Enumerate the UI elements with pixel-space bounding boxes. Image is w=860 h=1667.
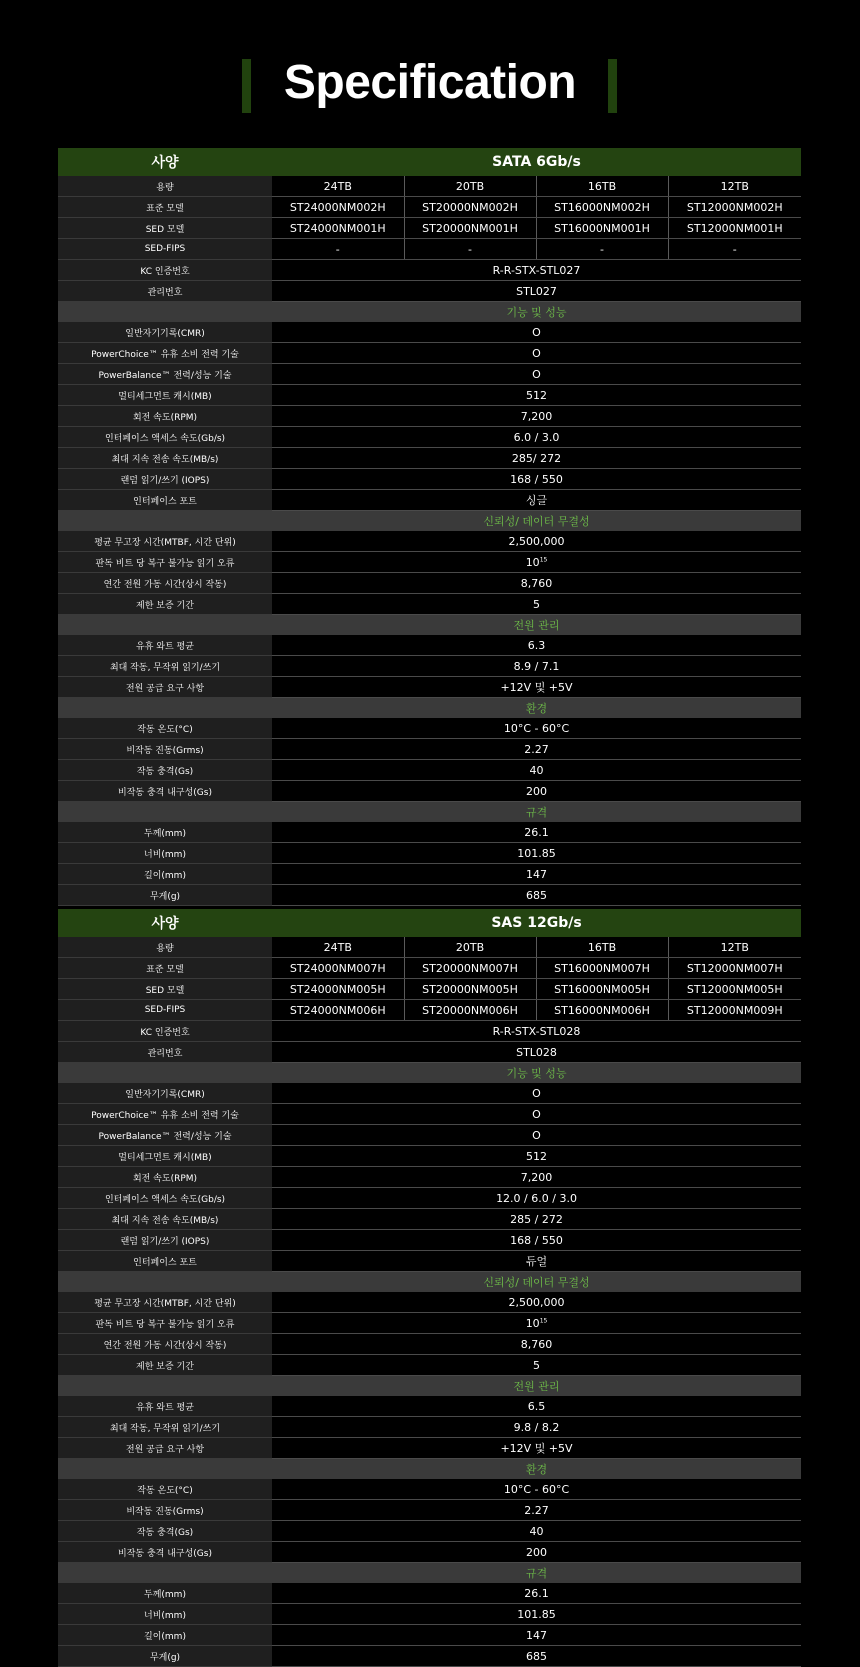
row-label: 너비(mm) xyxy=(58,1604,272,1625)
spec-row xyxy=(58,1188,801,1209)
row-label: 두께(mm) xyxy=(58,822,272,843)
row-label: 관리번호 xyxy=(58,281,272,302)
row-label: KC 인증번호 xyxy=(58,1021,272,1042)
row-value: 26.1 xyxy=(524,825,549,839)
row-label: 작동 온도(°C) xyxy=(58,718,272,739)
row-label: PowerChoice™ 유휴 소비 전력 기술 xyxy=(58,343,272,364)
section-spacer xyxy=(58,511,272,532)
row-value-cell xyxy=(272,406,801,427)
row-value: 101.85 xyxy=(517,846,556,860)
row-value-cell xyxy=(272,1646,801,1667)
model-cell: ST12000NM005H xyxy=(668,979,801,1000)
model-cell: ST16000NM005H xyxy=(536,979,668,1000)
row-value-cell xyxy=(272,1104,801,1125)
row-value-cell xyxy=(272,864,801,885)
row-label: 연간 전원 가동 시간(상시 작동) xyxy=(58,573,272,594)
header-interface: SAS 12Gb/s xyxy=(272,909,801,937)
section-spacer xyxy=(58,1063,272,1084)
model-cell: 24TB xyxy=(272,176,404,197)
model-cell: ST12000NM002H xyxy=(668,197,801,218)
row-value-cell xyxy=(272,656,801,677)
section-title: 환경 xyxy=(272,698,801,719)
model-cell: ST24000NM007H xyxy=(272,958,404,979)
spec-row xyxy=(58,1083,801,1104)
section-header-row xyxy=(58,698,801,719)
row-value: +12V 및 +5V xyxy=(500,1442,573,1455)
row-value: 12.0 / 6.0 / 3.0 xyxy=(496,1191,577,1205)
section-header-row xyxy=(58,615,801,636)
row-value: 듀얼 xyxy=(525,1255,548,1268)
row-value-cell xyxy=(272,469,801,490)
row-value-cell xyxy=(272,1292,801,1313)
row-value: STL027 xyxy=(272,281,801,302)
row-value-cell xyxy=(272,760,801,781)
spec-row xyxy=(58,1625,801,1646)
spec-row xyxy=(58,1230,801,1251)
model-cell: ST24000NM002H xyxy=(272,197,404,218)
row-label: 무게(g) xyxy=(58,885,272,906)
spec-row xyxy=(58,322,801,343)
row-label: 길이(mm) xyxy=(58,1625,272,1646)
row-value-cell xyxy=(272,635,801,656)
section-spacer xyxy=(58,1563,272,1584)
row-label: 멀티세그먼트 캐시(MB) xyxy=(58,1146,272,1167)
row-label: 표준 모델 xyxy=(58,958,272,979)
row-label: 최대 작동, 무작위 읽기/쓰기 xyxy=(58,656,272,677)
row-value: 8,760 xyxy=(520,576,553,590)
row-value: STL028 xyxy=(272,1042,801,1063)
row-value: 2,500,000 xyxy=(508,1295,565,1309)
spec-row xyxy=(58,739,801,760)
sas-spec-table xyxy=(58,909,801,1667)
row-label: 비작동 진동(Grms) xyxy=(58,1500,272,1521)
section-spacer xyxy=(58,1459,272,1480)
row-value: 6.5 xyxy=(527,1399,546,1413)
row-value: 5 xyxy=(533,1358,540,1372)
row-value-cell xyxy=(272,1583,801,1604)
spec-row xyxy=(58,1542,801,1563)
kc-row xyxy=(58,1021,801,1042)
row-value-cell xyxy=(272,427,801,448)
model-cell: 12TB xyxy=(668,176,801,197)
row-value: 285/ 272 xyxy=(511,451,562,465)
model-cell: ST20000NM001H xyxy=(404,218,536,239)
section-header-row xyxy=(58,511,801,532)
model-cell: ST16000NM002H xyxy=(536,197,668,218)
spec-row xyxy=(58,1104,801,1125)
row-label: 연간 전원 가동 시간(상시 작동) xyxy=(58,1334,272,1355)
row-value-cell xyxy=(272,1521,801,1542)
row-value-cell xyxy=(272,531,801,552)
spec-row xyxy=(58,1479,801,1500)
title-accent-bar-right xyxy=(608,59,617,113)
row-value: 168 / 550 xyxy=(510,1233,563,1247)
section-spacer xyxy=(58,302,272,323)
spec-row xyxy=(58,656,801,677)
model-cell: 20TB xyxy=(404,937,536,958)
row-label: 전원 공급 요구 사항 xyxy=(58,1438,272,1459)
row-value-cell xyxy=(272,322,801,343)
spec-row xyxy=(58,1313,801,1334)
row-value: 10°C - 60°C xyxy=(503,721,570,735)
model-cell: 24TB xyxy=(272,937,404,958)
section-title: 전원 관리 xyxy=(272,1376,801,1397)
row-value: 40 xyxy=(529,1524,544,1538)
row-value: +12V 및 +5V xyxy=(500,681,573,694)
header-label: 사양 xyxy=(58,909,272,937)
spec-row xyxy=(58,635,801,656)
kc-row xyxy=(58,260,801,281)
row-value-cell xyxy=(272,1083,801,1104)
row-value-cell xyxy=(272,1188,801,1209)
row-value: 26.1 xyxy=(524,1586,549,1600)
page-title: Specification xyxy=(283,56,577,109)
row-value: R-R-STX-STL027 xyxy=(272,260,801,281)
spec-row xyxy=(58,1417,801,1438)
spec-row xyxy=(58,1146,801,1167)
model-cell: 20TB xyxy=(404,176,536,197)
model-row xyxy=(58,979,801,1000)
model-cell: ST20000NM002H xyxy=(404,197,536,218)
row-label: 랜덤 읽기/쓰기 (IOPS) xyxy=(58,1230,272,1251)
row-value-cell xyxy=(272,1396,801,1417)
row-value: 8,760 xyxy=(520,1337,553,1351)
model-cell: 16TB xyxy=(536,937,668,958)
row-value-cell xyxy=(272,1417,801,1438)
model-row xyxy=(58,218,801,239)
row-value: 9.8 / 8.2 xyxy=(513,1420,560,1434)
row-label: PowerBalance™ 전력/성능 기술 xyxy=(58,364,272,385)
section-header-row xyxy=(58,802,801,823)
row-label: 제한 보증 기간 xyxy=(58,1355,272,1376)
row-value: O xyxy=(532,346,541,360)
section-header-row xyxy=(58,1563,801,1584)
row-label: 판독 비트 당 복구 불가능 읽기 오류 xyxy=(58,1313,272,1334)
row-label: 최대 지속 전송 속도(MB/s) xyxy=(58,448,272,469)
exponent: 15 xyxy=(539,555,548,563)
model-cell: - xyxy=(668,239,801,260)
spec-header-row xyxy=(58,148,801,176)
spec-row xyxy=(58,1209,801,1230)
spec-row xyxy=(58,1583,801,1604)
section-spacer xyxy=(58,1272,272,1293)
model-cell: ST20000NM006H xyxy=(404,1000,536,1021)
spec-row xyxy=(58,1334,801,1355)
row-value: 685 xyxy=(526,888,547,902)
model-cell: 12TB xyxy=(668,937,801,958)
spec-row xyxy=(58,427,801,448)
row-value: 200 xyxy=(526,1545,547,1559)
model-cell: - xyxy=(536,239,668,260)
row-label: 작동 충격(Gs) xyxy=(58,1521,272,1542)
row-value-cell xyxy=(272,490,801,511)
spec-row xyxy=(58,1438,801,1459)
section-title: 기능 및 성능 xyxy=(272,1063,801,1084)
spec-row xyxy=(58,822,801,843)
row-value: 2,500,000 xyxy=(508,534,565,548)
spec-header-row xyxy=(58,909,801,937)
row-label: 인터페이스 포트 xyxy=(58,490,272,511)
row-label: 유휴 와트 평균 xyxy=(58,1396,272,1417)
row-value-cell xyxy=(272,822,801,843)
row-label: SED-FIPS xyxy=(58,239,272,260)
spec-row xyxy=(58,1251,801,1272)
row-value-cell xyxy=(272,1604,801,1625)
row-value-cell xyxy=(272,573,801,594)
model-cell: ST24000NM006H xyxy=(272,1000,404,1021)
model-row xyxy=(58,176,801,197)
sata-spec-table xyxy=(58,148,801,906)
model-cell: ST20000NM007H xyxy=(404,958,536,979)
row-value-cell xyxy=(272,1355,801,1376)
exponent: 15 xyxy=(539,1316,548,1324)
row-value-cell xyxy=(272,343,801,364)
section-spacer xyxy=(58,698,272,719)
section-header-row xyxy=(58,1272,801,1293)
model-row xyxy=(58,197,801,218)
row-label: 일반자기기록(CMR) xyxy=(58,1083,272,1104)
model-cell: ST16000NM001H xyxy=(536,218,668,239)
section-header-row xyxy=(58,1459,801,1480)
model-cell: 16TB xyxy=(536,176,668,197)
model-cell: - xyxy=(404,239,536,260)
row-label: 평균 무고장 시간(MTBF, 시간 단위) xyxy=(58,1292,272,1313)
row-value-cell xyxy=(272,1625,801,1646)
row-value: R-R-STX-STL028 xyxy=(272,1021,801,1042)
row-value: 7,200 xyxy=(520,409,553,423)
row-value-cell xyxy=(272,1230,801,1251)
row-label: 무게(g) xyxy=(58,1646,272,1667)
spec-row xyxy=(58,490,801,511)
row-label: 인터페이스 포트 xyxy=(58,1251,272,1272)
section-title: 규격 xyxy=(272,1563,801,1584)
row-value: 168 / 550 xyxy=(510,472,563,486)
row-value-cell xyxy=(272,718,801,739)
model-row xyxy=(58,958,801,979)
spec-row xyxy=(58,1167,801,1188)
spec-row xyxy=(58,1604,801,1625)
row-value-cell xyxy=(272,677,801,698)
row-label: 너비(mm) xyxy=(58,843,272,864)
mgmt-row xyxy=(58,281,801,302)
model-cell: ST16000NM007H xyxy=(536,958,668,979)
section-header-row xyxy=(58,1376,801,1397)
row-value: 147 xyxy=(526,1628,547,1642)
row-label: 비작동 충격 내구성(Gs) xyxy=(58,781,272,802)
section-title: 환경 xyxy=(272,1459,801,1480)
row-value: 10 xyxy=(525,1316,540,1330)
section-header-row xyxy=(58,302,801,323)
row-value-cell xyxy=(272,1313,801,1334)
row-label: 전원 공급 요구 사항 xyxy=(58,677,272,698)
spec-row xyxy=(58,406,801,427)
row-label: 최대 작동, 무작위 읽기/쓰기 xyxy=(58,1417,272,1438)
row-value-cell xyxy=(272,1251,801,1272)
spec-row xyxy=(58,1396,801,1417)
row-label: 최대 지속 전송 속도(MB/s) xyxy=(58,1209,272,1230)
spec-row xyxy=(58,781,801,802)
row-value-cell xyxy=(272,1209,801,1230)
row-value-cell xyxy=(272,1500,801,1521)
row-label: 두께(mm) xyxy=(58,1583,272,1604)
row-label: PowerChoice™ 유휴 소비 전력 기술 xyxy=(58,1104,272,1125)
model-cell: ST24000NM001H xyxy=(272,218,404,239)
row-value: O xyxy=(532,1107,541,1121)
row-value: O xyxy=(532,367,541,381)
row-value-cell xyxy=(272,885,801,906)
row-value: 7,200 xyxy=(520,1170,553,1184)
row-value: 6.0 / 3.0 xyxy=(513,430,560,444)
row-label: 인터페이스 액세스 속도(Gb/s) xyxy=(58,427,272,448)
section-title: 기능 및 성능 xyxy=(272,302,801,323)
row-label: 랜덤 읽기/쓰기 (IOPS) xyxy=(58,469,272,490)
row-value-cell xyxy=(272,1146,801,1167)
row-label: 일반자기기록(CMR) xyxy=(58,322,272,343)
row-value-cell xyxy=(272,781,801,802)
spec-row xyxy=(58,1355,801,1376)
row-value-cell xyxy=(272,594,801,615)
row-value: 2.27 xyxy=(524,742,549,756)
spec-row xyxy=(58,1646,801,1667)
section-spacer xyxy=(58,1376,272,1397)
spec-row xyxy=(58,718,801,739)
row-value: O xyxy=(532,1128,541,1142)
row-value: 200 xyxy=(526,784,547,798)
row-value-cell xyxy=(272,385,801,406)
row-value: 147 xyxy=(526,867,547,881)
row-label: 표준 모델 xyxy=(58,197,272,218)
row-value-cell xyxy=(272,1438,801,1459)
row-label: 제한 보증 기간 xyxy=(58,594,272,615)
row-value-cell xyxy=(272,552,801,573)
row-value-cell xyxy=(272,1167,801,1188)
header-interface: SATA 6Gb/s xyxy=(272,148,801,176)
row-value-cell xyxy=(272,1542,801,1563)
row-value-cell xyxy=(272,843,801,864)
section-header-row xyxy=(58,1063,801,1084)
model-cell: ST12000NM001H xyxy=(668,218,801,239)
section-title: 신뢰성/ 데이터 무결성 xyxy=(272,511,801,532)
spec-row xyxy=(58,843,801,864)
row-value: 285 / 272 xyxy=(510,1212,563,1226)
model-cell: ST12000NM009H xyxy=(668,1000,801,1021)
spec-row xyxy=(58,594,801,615)
row-label: 작동 온도(°C) xyxy=(58,1479,272,1500)
spec-row xyxy=(58,1521,801,1542)
row-label: 작동 충격(Gs) xyxy=(58,760,272,781)
row-label: SED 모델 xyxy=(58,218,272,239)
row-label: 회전 속도(RPM) xyxy=(58,1167,272,1188)
model-cell: ST24000NM005H xyxy=(272,979,404,1000)
row-value: 40 xyxy=(529,763,544,777)
spec-row xyxy=(58,448,801,469)
row-value: 8.9 / 7.1 xyxy=(513,659,560,673)
section-spacer xyxy=(58,802,272,823)
spec-row xyxy=(58,343,801,364)
row-value-cell xyxy=(272,1334,801,1355)
spec-row xyxy=(58,864,801,885)
row-label: 인터페이스 액세스 속도(Gb/s) xyxy=(58,1188,272,1209)
row-value: 512 xyxy=(526,388,547,402)
row-value: 2.27 xyxy=(524,1503,549,1517)
spec-row xyxy=(58,1500,801,1521)
spec-row xyxy=(58,469,801,490)
row-label: 회전 속도(RPM) xyxy=(58,406,272,427)
row-value-cell xyxy=(272,1125,801,1146)
row-label: 길이(mm) xyxy=(58,864,272,885)
spec-row xyxy=(58,760,801,781)
row-value: 685 xyxy=(526,1649,547,1663)
model-row xyxy=(58,1000,801,1021)
model-cell: ST12000NM007H xyxy=(668,958,801,979)
row-label: 유휴 와트 평균 xyxy=(58,635,272,656)
row-label: 평균 무고장 시간(MTBF, 시간 단위) xyxy=(58,531,272,552)
row-value: 101.85 xyxy=(517,1607,556,1621)
row-label: 용량 xyxy=(58,937,272,958)
row-label: 판독 비트 당 복구 불가능 읽기 오류 xyxy=(58,552,272,573)
model-cell: ST16000NM006H xyxy=(536,1000,668,1021)
model-row xyxy=(58,239,801,260)
model-cell: - xyxy=(272,239,404,260)
spec-row xyxy=(58,677,801,698)
row-label: 비작동 진동(Grms) xyxy=(58,739,272,760)
row-value: O xyxy=(532,325,541,339)
model-cell: ST20000NM005H xyxy=(404,979,536,1000)
row-value: 10 xyxy=(525,555,540,569)
row-value: 싱글 xyxy=(525,494,548,507)
row-value-cell xyxy=(272,739,801,760)
section-title: 전원 관리 xyxy=(272,615,801,636)
section-spacer xyxy=(58,615,272,636)
row-label: 비작동 충격 내구성(Gs) xyxy=(58,1542,272,1563)
model-row xyxy=(58,937,801,958)
row-value: 10°C - 60°C xyxy=(503,1482,570,1496)
row-label: PowerBalance™ 전력/성능 기술 xyxy=(58,1125,272,1146)
spec-row xyxy=(58,385,801,406)
spec-row xyxy=(58,531,801,552)
row-label: 용량 xyxy=(58,176,272,197)
spec-row xyxy=(58,1125,801,1146)
header-label: 사양 xyxy=(58,148,272,176)
row-value: 512 xyxy=(526,1149,547,1163)
row-value-cell xyxy=(272,1479,801,1500)
spec-row xyxy=(58,885,801,906)
spec-row xyxy=(58,1292,801,1313)
row-value: 5 xyxy=(533,597,540,611)
row-value-cell xyxy=(272,364,801,385)
row-value: 6.3 xyxy=(527,638,546,652)
row-label: 관리번호 xyxy=(58,1042,272,1063)
spec-row xyxy=(58,552,801,573)
section-title: 신뢰성/ 데이터 무결성 xyxy=(272,1272,801,1293)
mgmt-row xyxy=(58,1042,801,1063)
row-value: O xyxy=(532,1086,541,1100)
row-label: SED 모델 xyxy=(58,979,272,1000)
spec-row xyxy=(58,573,801,594)
row-label: 멀티세그먼트 캐시(MB) xyxy=(58,385,272,406)
row-value-cell xyxy=(272,448,801,469)
title-area xyxy=(0,0,860,148)
section-title: 규격 xyxy=(272,802,801,823)
row-label: KC 인증번호 xyxy=(58,260,272,281)
spec-row xyxy=(58,364,801,385)
row-label: SED-FIPS xyxy=(58,1000,272,1021)
